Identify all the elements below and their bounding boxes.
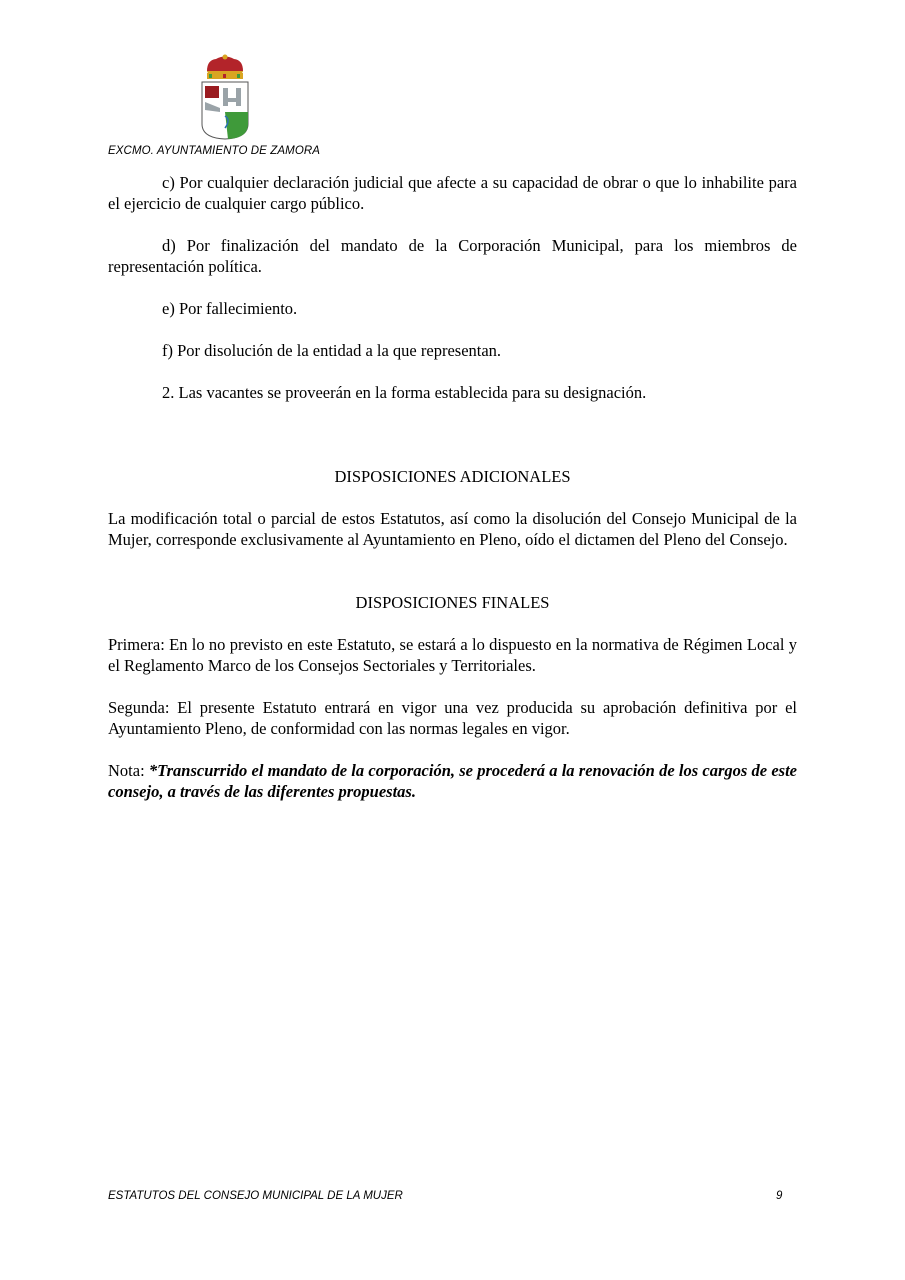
paragraph-item-f: f) Por disolución de la entidad a la que representan.	[162, 341, 502, 360]
heading-disposiciones-adicionales: DISPOSICIONES ADICIONALES	[334, 467, 571, 486]
paragraph-adicionales: La modificación total o parcial de estos Estatutos, así como la disolución del Consejo Municipal de la Mujer, corresponde exclusivamente al Ayuntamiento en Pleno, oído el dictamen del Pleno del Consejo.	[108, 509, 797, 549]
paragraph-item-c: c) Por cualquier declaración judicial que afecte a su capacidad de obrar o que lo inhabilite para el ejercicio de cualquier cargo público.	[108, 173, 797, 213]
document-body	[108, 172, 797, 214]
nota-label: Nota:	[108, 761, 149, 780]
coat-of-arms-logo	[198, 54, 252, 140]
paragraph-item-d: d) Por finalización del mandato de la Corporación Municipal, para los miembros de representación política.	[108, 236, 797, 276]
paragraph-segunda: Segunda: El presente Estatuto entrará en vigor una vez producida su aprobación definitiva por el Ayuntamiento Pleno, de conformidad con las normas legales en vigor.	[108, 698, 797, 738]
paragraph-item-2: 2. Las vacantes se proveerán en la forma establecida para su designación.	[162, 383, 647, 402]
footer-page-number: 9	[776, 1190, 783, 1202]
paragraph-primera: Primera: En lo no previsto en este Estatuto, se estará a lo dispuesto en la normativa de Régimen Local y el Reglamento Marco de los Consejos Sectoriales y Territoriales.	[108, 635, 797, 675]
paragraph-nota	[108, 760, 797, 802]
paragraph-item-e: e) Por fallecimiento.	[162, 299, 298, 318]
footer-document-title: ESTATUTOS DEL CONSEJO MUNICIPAL DE LA MUJER	[108, 1190, 403, 1202]
heading-disposiciones-finales: DISPOSICIONES FINALES	[355, 593, 550, 612]
nota-text: *Transcurrido el mandato de la corporación, se procederá a la renovación de los cargos de este consejo, a través de las diferentes propuestas.	[108, 761, 797, 801]
header-organization: EXCMO. AYUNTAMIENTO DE ZAMORA	[108, 145, 321, 157]
